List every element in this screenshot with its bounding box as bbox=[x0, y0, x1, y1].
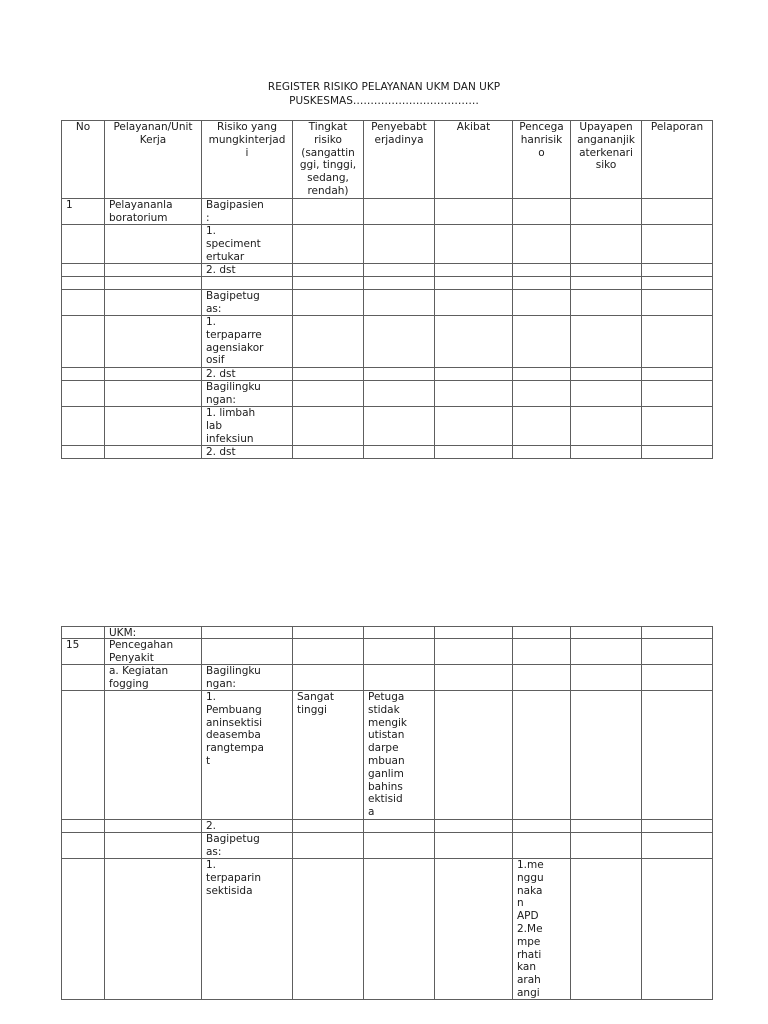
unit-cell: UKM: bbox=[105, 627, 201, 638]
unit-cell bbox=[105, 290, 201, 315]
cause-cell bbox=[364, 225, 434, 263]
no-cell bbox=[62, 264, 104, 276]
risk-cell bbox=[202, 627, 292, 638]
impact-cell bbox=[435, 381, 512, 406]
no-cell bbox=[62, 820, 104, 832]
handling-cell bbox=[571, 691, 641, 819]
risk-level-cell bbox=[293, 859, 363, 999]
risk-cell: Bagipetug as: bbox=[202, 290, 292, 315]
handling-cell bbox=[571, 368, 641, 380]
reporting-cell bbox=[642, 639, 712, 664]
document-subtitle: PUSKESMAS……………………………… bbox=[289, 94, 479, 107]
reporting-cell bbox=[642, 407, 712, 445]
handling-cell bbox=[571, 665, 641, 690]
risk-register-table bbox=[61, 120, 713, 459]
impact-cell bbox=[435, 407, 512, 445]
handling-header: Upayapen angananjik aterkenari siko bbox=[571, 121, 641, 198]
reporting-cell bbox=[642, 199, 712, 224]
risk-cell: 2. dst bbox=[202, 264, 292, 276]
handling-cell bbox=[571, 277, 641, 289]
handling-cell bbox=[571, 627, 641, 638]
handling-cell bbox=[571, 407, 641, 445]
handling-cell bbox=[571, 833, 641, 858]
impact-cell bbox=[435, 368, 512, 380]
prevention-cell bbox=[513, 446, 570, 458]
risk-level-cell bbox=[293, 264, 363, 276]
risk-cell: Bagilingku ngan: bbox=[202, 381, 292, 406]
cause-cell bbox=[364, 368, 434, 380]
prevention-cell bbox=[513, 665, 570, 690]
risk-level-cell bbox=[293, 368, 363, 380]
handling-cell bbox=[571, 290, 641, 315]
cause-header: Penyebabt erjadinya bbox=[364, 121, 434, 198]
cause-cell bbox=[364, 665, 434, 690]
risk-level-cell bbox=[293, 277, 363, 289]
prevention-cell bbox=[513, 833, 570, 858]
risk-cell: 2. dst bbox=[202, 368, 292, 380]
no-cell bbox=[62, 368, 104, 380]
cause-cell bbox=[364, 859, 434, 999]
document-title: REGISTER RISIKO PELAYANAN UKM DAN UKP bbox=[267, 81, 501, 93]
impact-cell bbox=[435, 859, 512, 999]
impact-cell bbox=[435, 277, 512, 289]
reporting-cell bbox=[642, 264, 712, 276]
reporting-cell bbox=[642, 446, 712, 458]
impact-cell bbox=[435, 691, 512, 819]
risk-level-cell bbox=[293, 639, 363, 664]
risk-cell: 1. speciment ertukar bbox=[202, 225, 292, 263]
unit-cell bbox=[105, 316, 201, 367]
cause-cell bbox=[364, 627, 434, 638]
risk-level-cell bbox=[293, 820, 363, 832]
cause-cell bbox=[364, 639, 434, 664]
cause-cell bbox=[364, 381, 434, 406]
cause-cell bbox=[364, 316, 434, 367]
no-cell: 15 bbox=[62, 639, 104, 664]
ukm-risk-register-table bbox=[61, 626, 713, 1000]
no-cell bbox=[62, 225, 104, 263]
risk-level-cell bbox=[293, 407, 363, 445]
impact-cell bbox=[435, 446, 512, 458]
unit-cell: Pencegahan Penyakit bbox=[105, 639, 201, 664]
risk-header: Risiko yang mungkinterjad i bbox=[202, 121, 292, 198]
unit-cell bbox=[105, 833, 201, 858]
risk-cell bbox=[202, 277, 292, 289]
prevention-cell bbox=[513, 225, 570, 263]
cause-cell bbox=[364, 199, 434, 224]
unit-cell: Pelayananla boratorium bbox=[105, 199, 201, 224]
cause-cell: Petuga stidak mengik utistan darpe mbuan ganlim bahins ektisid a bbox=[364, 691, 434, 819]
unit-cell bbox=[105, 381, 201, 406]
impact-cell bbox=[435, 264, 512, 276]
prevention-cell bbox=[513, 627, 570, 638]
handling-cell bbox=[571, 859, 641, 999]
reporting-cell bbox=[642, 665, 712, 690]
prevention-cell bbox=[513, 199, 570, 224]
impact-cell bbox=[435, 639, 512, 664]
impact-cell bbox=[435, 627, 512, 638]
reporting-cell bbox=[642, 859, 712, 999]
cause-cell bbox=[364, 407, 434, 445]
prevention-cell bbox=[513, 381, 570, 406]
no-cell bbox=[62, 381, 104, 406]
risk-level-cell bbox=[293, 290, 363, 315]
risk-cell: 1. terpaparin sektisida bbox=[202, 859, 292, 999]
unit-cell bbox=[105, 859, 201, 999]
prevention-cell bbox=[513, 407, 570, 445]
no-cell bbox=[62, 407, 104, 445]
cause-cell bbox=[364, 277, 434, 289]
risk-cell: Bagilingku ngan: bbox=[202, 665, 292, 690]
risk-cell: 1. limbah lab infeksiun bbox=[202, 407, 292, 445]
risk-level-cell bbox=[293, 665, 363, 690]
risk-level-cell bbox=[293, 381, 363, 406]
prevention-cell bbox=[513, 316, 570, 367]
prevention-cell: 1.me nggu naka n APD 2.Me mpe rhati kan arah angi bbox=[513, 859, 570, 999]
unit-cell: a. Kegiatan fogging bbox=[105, 665, 201, 690]
risk-level-cell bbox=[293, 446, 363, 458]
unit-cell bbox=[105, 368, 201, 380]
risk-level-cell bbox=[293, 627, 363, 638]
no-cell bbox=[62, 290, 104, 315]
impact-cell bbox=[435, 290, 512, 315]
reporting-cell bbox=[642, 820, 712, 832]
risk-cell: 1. terpaparre agensiakor osif bbox=[202, 316, 292, 367]
risk-level-cell bbox=[293, 316, 363, 367]
risk-cell: 2. dst bbox=[202, 446, 292, 458]
no-cell bbox=[62, 277, 104, 289]
reporting-header: Pelaporan bbox=[642, 121, 712, 198]
impact-cell bbox=[435, 316, 512, 367]
no-cell bbox=[62, 627, 104, 638]
reporting-cell bbox=[642, 627, 712, 638]
risk-level-cell bbox=[293, 833, 363, 858]
cause-cell bbox=[364, 820, 434, 832]
risk-cell: 2. bbox=[202, 820, 292, 832]
reporting-cell bbox=[642, 316, 712, 367]
cause-cell bbox=[364, 290, 434, 315]
handling-cell bbox=[571, 446, 641, 458]
handling-cell bbox=[571, 381, 641, 406]
risk-cell: 1. Pembuang aninsektisi deasemba rangtempa t bbox=[202, 691, 292, 819]
no-cell bbox=[62, 316, 104, 367]
impact-header: Akibat bbox=[435, 121, 512, 198]
no-cell bbox=[62, 665, 104, 690]
unit-cell bbox=[105, 407, 201, 445]
no-cell bbox=[62, 691, 104, 819]
prevention-cell bbox=[513, 264, 570, 276]
unit-cell bbox=[105, 225, 201, 263]
risk-cell: Bagipetug as: bbox=[202, 833, 292, 858]
impact-cell bbox=[435, 665, 512, 690]
no-cell: 1 bbox=[62, 199, 104, 224]
impact-cell bbox=[435, 225, 512, 263]
handling-cell bbox=[571, 225, 641, 263]
handling-cell bbox=[571, 820, 641, 832]
risk-level-header: Tingkat risiko (sangattin ggi, tinggi, sedang, rendah) bbox=[293, 121, 363, 198]
reporting-cell bbox=[642, 368, 712, 380]
unit-header: Pelayanan/Unit Kerja bbox=[105, 121, 201, 198]
reporting-cell bbox=[642, 290, 712, 315]
risk-level-cell bbox=[293, 199, 363, 224]
reporting-cell bbox=[642, 381, 712, 406]
unit-cell bbox=[105, 264, 201, 276]
unit-cell bbox=[105, 820, 201, 832]
no-cell bbox=[62, 446, 104, 458]
handling-cell bbox=[571, 199, 641, 224]
prevention-cell bbox=[513, 368, 570, 380]
risk-cell: Bagipasien : bbox=[202, 199, 292, 224]
prevention-cell bbox=[513, 639, 570, 664]
cause-cell bbox=[364, 264, 434, 276]
reporting-cell bbox=[642, 225, 712, 263]
reporting-cell bbox=[642, 691, 712, 819]
impact-cell bbox=[435, 199, 512, 224]
cause-cell bbox=[364, 446, 434, 458]
unit-cell bbox=[105, 446, 201, 458]
document-header bbox=[0, 81, 768, 108]
prevention-cell bbox=[513, 820, 570, 832]
prevention-cell bbox=[513, 277, 570, 289]
reporting-cell bbox=[642, 277, 712, 289]
impact-cell bbox=[435, 820, 512, 832]
unit-cell bbox=[105, 277, 201, 289]
handling-cell bbox=[571, 316, 641, 367]
handling-cell bbox=[571, 639, 641, 664]
no-header: No bbox=[62, 121, 104, 198]
unit-cell bbox=[105, 691, 201, 819]
handling-cell bbox=[571, 264, 641, 276]
prevention-header: Pencega hanrisik o bbox=[513, 121, 570, 198]
risk-cell bbox=[202, 639, 292, 664]
no-cell bbox=[62, 859, 104, 999]
prevention-cell bbox=[513, 691, 570, 819]
cause-cell bbox=[364, 833, 434, 858]
impact-cell bbox=[435, 833, 512, 858]
reporting-cell bbox=[642, 833, 712, 858]
risk-level-cell: Sangat tinggi bbox=[293, 691, 363, 819]
prevention-cell bbox=[513, 290, 570, 315]
no-cell bbox=[62, 833, 104, 858]
risk-level-cell bbox=[293, 225, 363, 263]
